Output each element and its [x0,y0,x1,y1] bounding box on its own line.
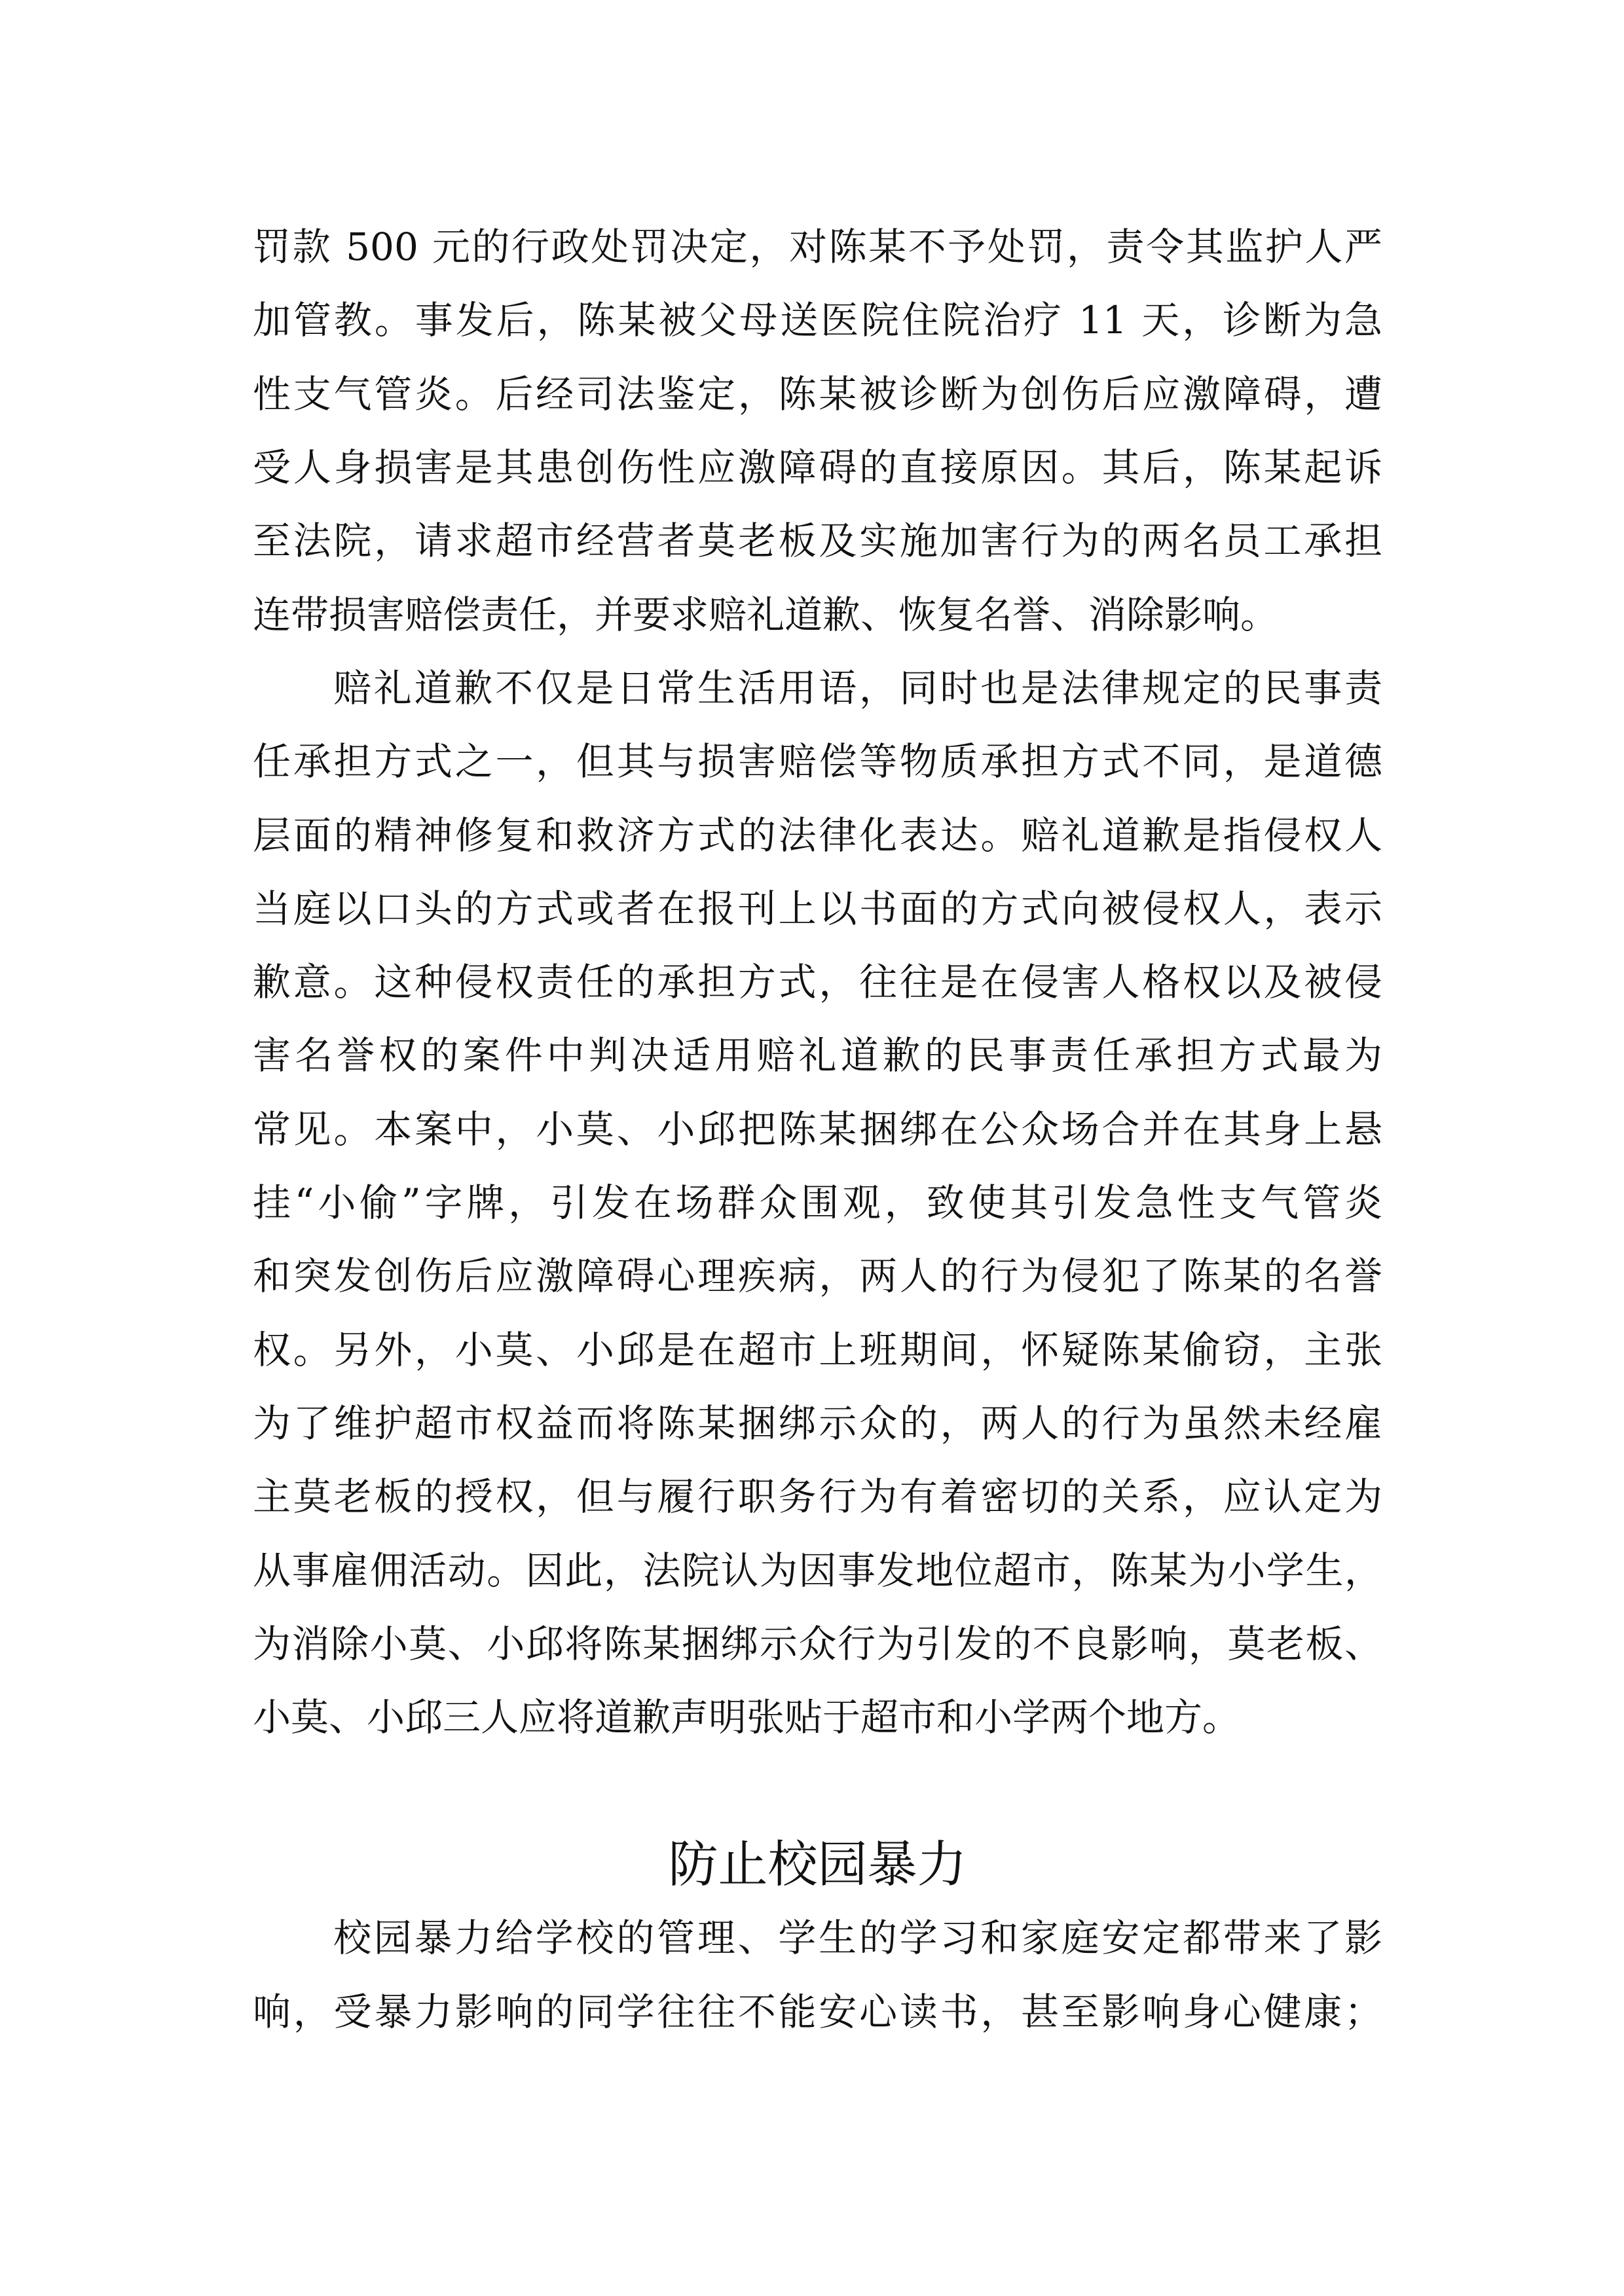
text-column [253,210,1382,2049]
paragraph-school-violence [253,1901,1382,2049]
text-line: 权。另外，小莫、小邱是在超市上班期间，怀疑陈某偷窃，主张 [253,1327,1382,1372]
text-line: 从事雇佣活动。因此，法院认为因事发地位超市，陈某为小学生， [253,1548,1382,1593]
text-line: 加管教。事发后，陈某被父母送医院住院治疗 11 天，诊断为急 [253,298,1382,343]
section-heading: 防止校园暴力 [668,1834,967,1893]
text-line: 小莫、小邱三人应将道歉声明张贴于超市和小学两个地方。 [253,1695,1241,1740]
text-line: 响，受暴力影响的同学往往不能安心读书，甚至影响身心健康； [253,1989,1382,2034]
paragraph-apology-analysis [253,651,1382,1755]
paragraph-case-facts [253,210,1382,651]
text-line: 连带损害赔偿责任，并要求赔礼道歉、恢复名誉、消除影响。 [253,592,1279,637]
text-line: 害名誉权的案件中判决适用赔礼道歉的民事责任承担方式最为 [253,1033,1382,1078]
text-line: 歉意。这种侵权责任的承担方式，往往是在侵害人格权以及被侵 [253,960,1382,1005]
text-line: 任承担方式之一，但其与损害赔偿等物质承担方式不同，是道德 [253,739,1382,784]
text-line: 当庭以口头的方式或者在报刊上以书面的方式向被侵权人，表示 [253,886,1382,931]
text-line: 为消除小莫、小邱将陈某捆绑示众行为引发的不良影响，莫老板、 [253,1621,1382,1666]
text-line: 常见。本案中，小莫、小邱把陈某捆绑在公众场合并在其身上悬 [253,1106,1382,1152]
text-line: 受人身损害是其患创伤性应激障碍的直接原因。其后，陈某起诉 [253,445,1382,490]
text-line: 校园暴力给学校的管理、学生的学习和家庭安定都带来了影 [333,1916,1382,1961]
text-line: 为了维护超市权益而将陈某捆绑示众的，两人的行为虽然未经雇 [253,1401,1382,1446]
text-line: 至法院，请求超市经营者莫老板及实施加害行为的两名员工承担 [253,519,1382,564]
text-line: 性支气管炎。后经司法鉴定，陈某被诊断为创伤后应激障碍，遭 [253,371,1382,416]
text-line: 赔礼道歉不仅是日常生活用语，同时也是法律规定的民事责 [333,665,1382,710]
text-line: 和突发创伤后应激障碍心理疾病，两人的行为侵犯了陈某的名誉 [253,1254,1382,1299]
text-line: 挂“小偷”字牌，引发在场群众围观，致使其引发急性支气管炎 [253,1180,1382,1226]
text-line: 层面的精神修复和救济方式的法律化表达。赔礼道歉是指侵权人 [253,812,1382,858]
text-line: 罚款 500 元的行政处罚决定，对陈某不予处罚，责令其监护人严 [253,225,1382,269]
text-line: 主莫老板的授权，但与履行职务行为有着密切的关系，应认定为 [253,1474,1382,1520]
